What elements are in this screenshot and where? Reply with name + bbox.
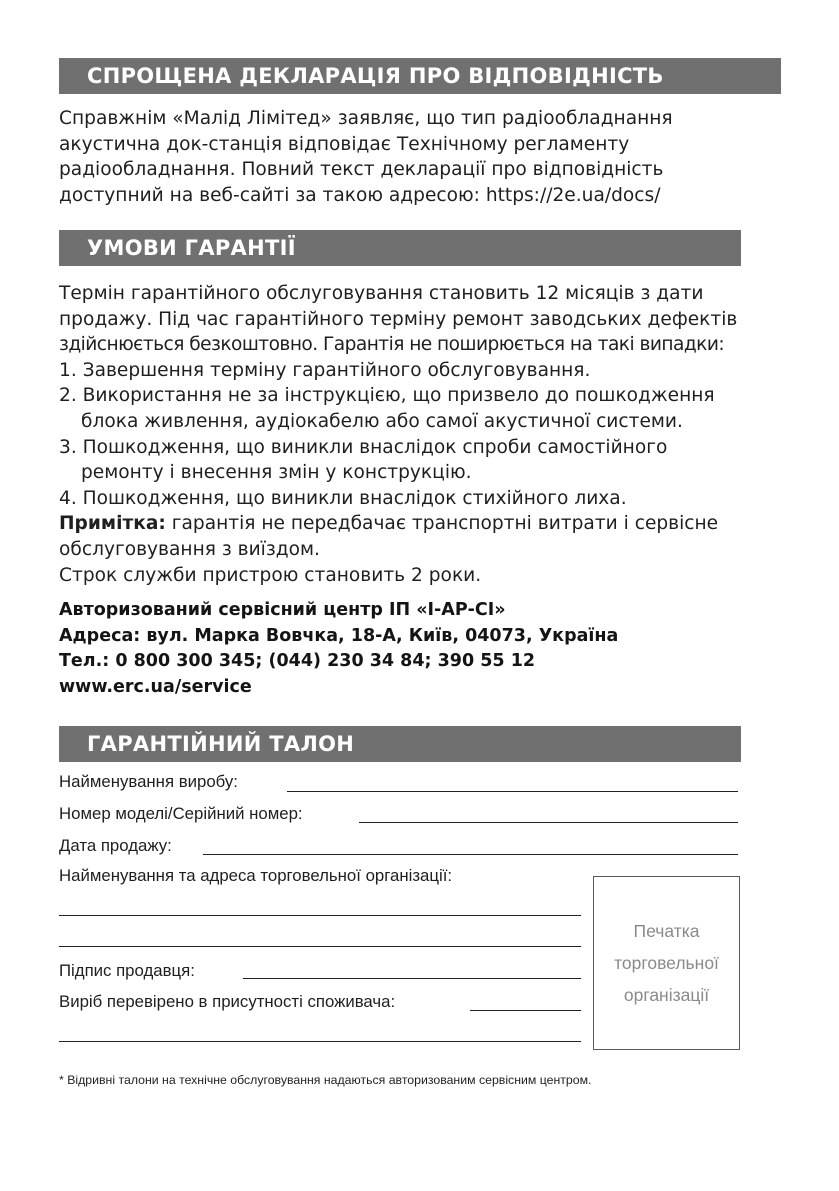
stamp-text-line: організації <box>623 985 710 1005</box>
service-center <box>59 598 618 700</box>
warranty-case: 2. Використання не за інструкцією, що призвело до пошкодження <box>59 385 715 407</box>
shop-field-line-1[interactable] <box>59 915 581 916</box>
warranty-intro-line: продажу. Під час гарантійного терміну ремонт заводських дефектів <box>59 308 738 330</box>
warranty-note <box>59 511 759 537</box>
warranty-note-cont: обслуговування з виїздом. <box>59 538 320 560</box>
service-center-website[interactable]: www.erc.ua/service <box>59 676 252 697</box>
service-center-name: Авторизований сервісний центр ІП «І-АР-СІ» <box>59 600 506 620</box>
sale-date-field[interactable] <box>203 854 738 855</box>
warranty-heading: УМОВИ ГАРАНТІЇ <box>59 230 741 266</box>
warranty-intro-line: Термін гарантійного обслуговування становить 12 місяців з дати <box>59 283 704 304</box>
note-text: гарантія не передбачає транспортні витрати і сервісне <box>165 513 719 535</box>
checked-field-line-2[interactable] <box>59 1041 581 1042</box>
stamp-text-line: Печатка <box>633 921 700 941</box>
declaration-line: Справжнім «Малід Лімітед» заявляє, що тип радіообладнання <box>59 108 673 129</box>
footnote: * Відривні талони на технічне обслуговування надаються авторизованим сервісним центром. <box>59 1073 592 1087</box>
seller-signature-label: Підпис продавця: <box>59 961 195 980</box>
model-serial-label: Номер моделі/Серійний номер: <box>59 804 303 823</box>
product-name-field[interactable] <box>287 791 738 792</box>
sale-date-label: Дата продажу: <box>59 836 172 855</box>
checked-field[interactable] <box>470 1010 581 1011</box>
service-center-phones: Тел.: 0 800 300 345; (044) 230 34 84; 390 55 12 <box>59 651 536 671</box>
warranty-case: 4. Пошкодження, що виникли внаслідок стихійного лиха. <box>59 487 627 509</box>
warranty-intro-line: здійснюється безкоштовно. Гарантія не поширюється на такі випадки: <box>59 334 725 356</box>
declaration-heading: СПРОЩЕНА ДЕКЛАРАЦІЯ ПРО ВІДПОВІДНІСТЬ <box>59 58 781 94</box>
seller-signature-field[interactable] <box>243 978 581 979</box>
coupon-heading: ГАРАНТІЙНИЙ ТАЛОН <box>59 726 741 762</box>
warranty-case: 3. Пошкодження, що виникли внаслідок спроби самостійного <box>59 436 668 458</box>
declaration-line: доступний на веб-сайті за такою адресою: https://2e.ua/docs/ <box>59 184 661 206</box>
service-life: Строк служби пристрою становить 2 роки. <box>59 564 482 586</box>
declaration-text <box>59 106 759 208</box>
warranty-case: 1. Завершення терміну гарантійного обслуговування. <box>59 359 591 381</box>
declaration-line: акустична док-станція відповідає Технічному регламенту <box>59 133 630 155</box>
shop-field-line-2[interactable] <box>59 946 581 947</box>
model-serial-field[interactable] <box>359 822 738 823</box>
checked-label: Виріб перевірено в присутності споживача: <box>59 992 396 1011</box>
stamp-text-line: торговельної <box>614 953 719 973</box>
shop-label: Найменування та адреса торговельної організації: <box>59 866 453 885</box>
note-label: Примітка: <box>59 513 166 535</box>
declaration-line: радіообладнання. Повний текст декларації про відповідність <box>59 159 664 181</box>
product-name-label: Найменування виробу: <box>59 772 238 791</box>
warranty-text <box>59 281 759 588</box>
warranty-case-cont: блока живлення, аудіокабелю або самої акустичної системи. <box>81 410 683 432</box>
service-center-address: Адреса: вул. Марка Вовчка, 18-А, Київ, 04073, Україна <box>59 625 619 646</box>
warranty-case-cont: ремонту і внесення змін у конструкцію. <box>81 462 472 484</box>
stamp-box <box>593 876 740 1050</box>
